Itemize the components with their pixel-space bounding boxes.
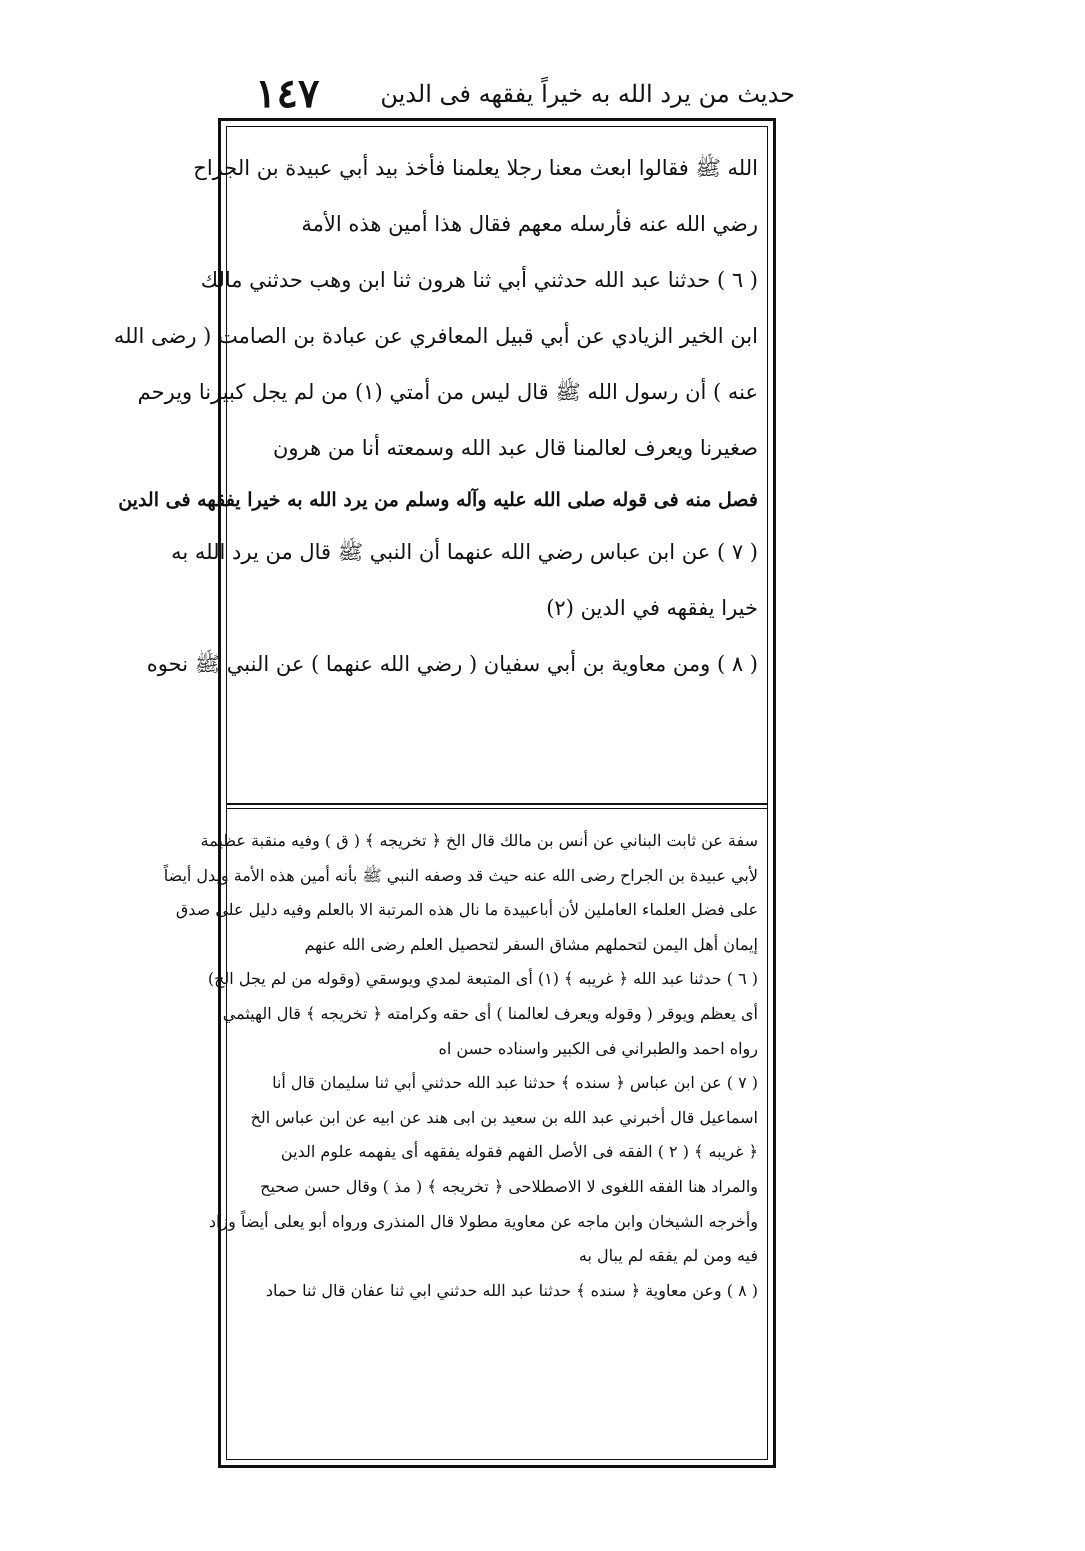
commentary-text — [163, 824, 758, 1308]
commentary-line: ( ٧ ) عن ابن عباس ﴿ سنده ﴾ حدثنا عبد الله حدثني أبي ثنا سليمان قال أنا — [272, 1073, 758, 1093]
commentary-line: إيمان أهل اليمن لتحملهم مشاق السفر لتحصيل العلم رضى الله عنهم — [304, 934, 758, 954]
commentary-line: ( ٨ ) وعن معاوية ﴿ سنده ﴾ حدثنا عبد الله حدثني ابي ثنا عفان قال ثنا حماد — [265, 1280, 758, 1300]
main-line: الله ﷺ فقالوا ابعث معنا رجلا يعلمنا فأخذ بيد أبي عبيدة بن الجراح — [193, 156, 758, 180]
main-line: صغيرنا ويعرف لعالمنا قال عبد الله وسمعته أنا من هرون — [272, 436, 758, 460]
running-title: حديث من يرد الله به خيراً يفقهه فى الدين — [380, 80, 795, 108]
commentary-line: سفة عن ثابت البناني عن أنس بن مالك قال الخ ﴿ تخريجه ﴾ ( ق ) وفيه منقبة عظيمة — [200, 831, 758, 850]
commentary-line: ﴿ غريبه ﴾ ( ٢ ) الفقه فى الأصل الفهم فقوله يفقهه أى يفهمه علوم الدين — [280, 1142, 758, 1162]
main-line: ( ٧ ) عن ابن عباس رضي الله عنهما أن النبي ﷺ قال من يرد الله به — [171, 540, 758, 564]
section-divider-thin — [226, 808, 768, 809]
commentary-line: أى يعظم ويوقر ( وقوله ويعرف لعالمنا ) أى حقه وكرامته ﴿ تخريجه ﴾ قال الهيثمي — [222, 1003, 758, 1023]
main-text — [113, 140, 758, 692]
commentary-line: والمراد هنا الفقه اللغوى لا الاصطلاحى ﴿ تخريجه ﴾ ( مذ ) وقال حسن صحيح — [260, 1176, 758, 1196]
page-header — [255, 70, 795, 120]
commentary-line: اسماعيل قال أخبرني عبد الله بن سعيد بن ابى هند عن ابيه عن ابن عباس الخ — [250, 1107, 758, 1127]
main-line: رضي الله عنه فأرسله معهم فقال هذا أمين هذه الأمة — [301, 212, 758, 236]
commentary-line: رواه احمد والطبراني فى الكبير واسناده حسن اه — [438, 1038, 758, 1058]
main-line: ( ٨ ) ومن معاوية بن أبي سفيان ( رضي الله عنهما ) عن النبي ﷺ نحوه — [146, 652, 758, 676]
commentary-line: لأبي عبيدة بن الجراح رضى الله عنه حيث قد وصفه النبي ﷺ بأنه أمين هذه الأمة ويدل أيضاً — [163, 865, 758, 885]
commentary-line: فيه ومن لم يفقه لم يبال به — [578, 1246, 758, 1266]
main-line: عنه ) أن رسول الله ﷺ قال ليس من أمتي (١) من لم يجل كبيرنا ويرحم — [137, 380, 758, 404]
section-divider — [226, 803, 768, 805]
commentary-line: وأخرجه الشيخان وابن ماجه عن معاوية مطولا قال المنذرى ورواه أبو يعلى أيضاً وزاد — [208, 1211, 758, 1231]
commentary-line: على فضل العلماء العاملين لأن أباعبيدة ما نال هذه المرتبة الا بالعلم وفيه دليل على صدق — [175, 900, 758, 920]
section-heading: فصل منه فى قوله صلى الله عليه وآله وسلم من يرد الله به خيرا يفقهه فى الدين — [118, 489, 758, 511]
page-number: ١٤٧ — [255, 70, 320, 117]
main-line: ( ٦ ) حدثنا عبد الله حدثني أبي ثنا هرون ثنا ابن وهب حدثني مالك — [200, 268, 758, 292]
main-line: ابن الخير الزيادي عن أبي قبيل المعافري عن عبادة بن الصامت ( رضى الله — [113, 324, 758, 348]
main-line: خيرا يفقهه في الدين (٢) — [546, 596, 758, 620]
commentary-line: ( ٦ ) حدثنا عبد الله ﴿ غريبه ﴾ (١) أى المتبعة لمدي ويوسقي (وقوله من لم يجل الخ) — [207, 969, 758, 989]
